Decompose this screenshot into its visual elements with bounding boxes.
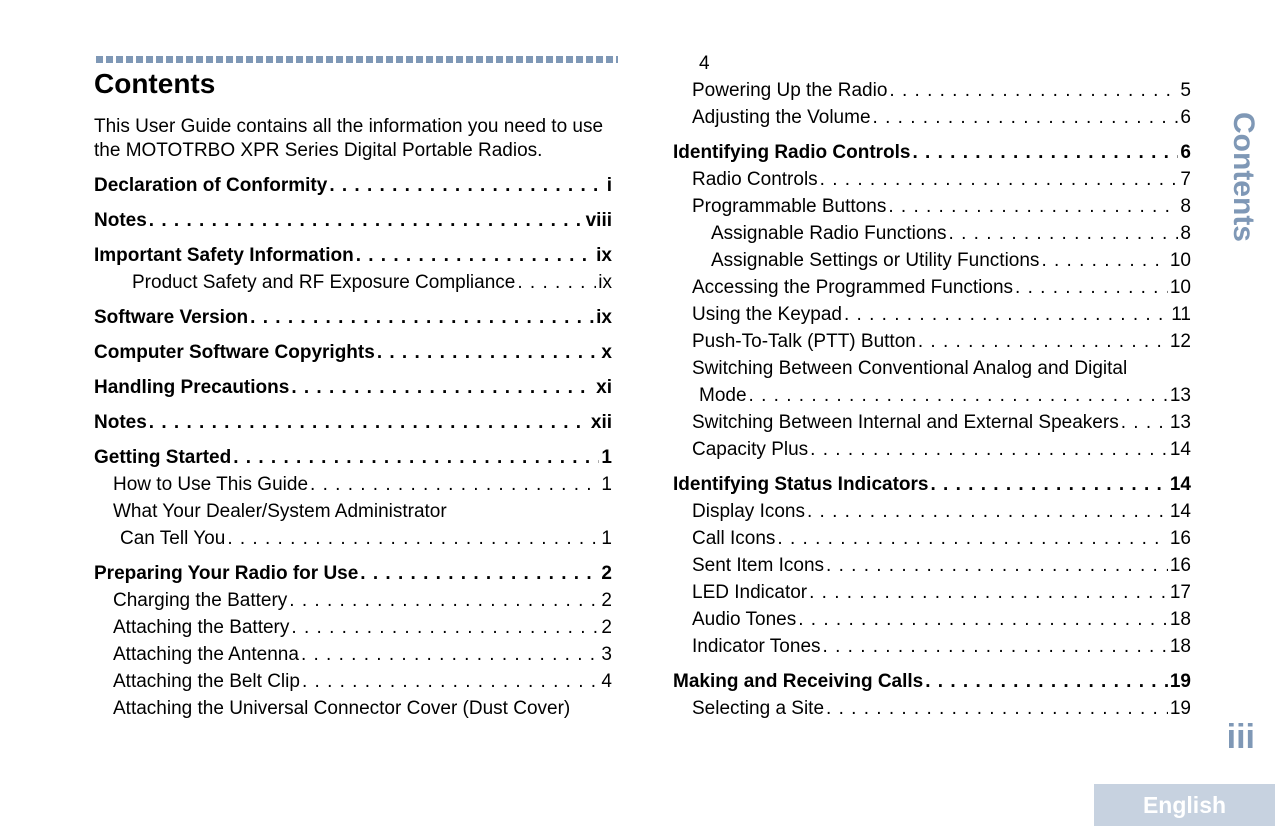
toc-left-column — [94, 172, 612, 722]
toc-entry-title: How to Use This Guide — [113, 474, 309, 495]
toc-page-number: x — [601, 342, 612, 363]
toc-entry[interactable] — [673, 579, 1191, 606]
toc-entry-title: Important Safety Information — [94, 245, 354, 266]
toc-entry-title: Making and Receiving Calls — [673, 671, 924, 692]
toc-entry[interactable] — [94, 172, 612, 199]
toc-entry[interactable] — [673, 247, 1191, 274]
toc-leader-dots — [149, 409, 589, 436]
toc-leader-dots — [291, 374, 594, 401]
toc-entry-title: Getting Started — [94, 447, 232, 468]
toc-page-number: 13 — [1169, 412, 1191, 433]
toc-entry[interactable] — [94, 695, 612, 722]
toc-page-number: xi — [596, 377, 612, 398]
toc-leader-dots — [291, 614, 599, 641]
toc-entry-title: Identifying Status Indicators — [673, 474, 929, 495]
toc-page-number: viii — [585, 210, 612, 231]
toc-leader-dots — [826, 695, 1168, 722]
toc-leader-dots — [844, 301, 1169, 328]
toc-leader-dots — [826, 552, 1168, 579]
toc-leader-dots — [888, 193, 1178, 220]
toc-page-number: 17 — [1169, 582, 1191, 603]
toc-leader-dots — [329, 172, 604, 199]
toc-leader-dots — [250, 304, 594, 331]
toc-page-number: ix — [598, 272, 612, 293]
toc-page-number: ix — [596, 307, 612, 328]
toc-leader-dots — [777, 525, 1167, 552]
toc-entry[interactable] — [673, 193, 1191, 220]
toc-page-number: 8 — [1180, 223, 1191, 244]
toc-entry-title: Computer Software Copyrights — [94, 342, 375, 363]
toc-entry[interactable] — [94, 444, 612, 471]
toc-entry-title: Push-To-Talk (PTT) Button — [692, 331, 916, 352]
toc-entry[interactable] — [673, 606, 1191, 633]
toc-entry-title: Product Safety and RF Exposure Compliance — [132, 272, 516, 293]
toc-leader-dots — [809, 579, 1168, 606]
toc-entry[interactable] — [673, 436, 1191, 463]
toc-entry-title: Capacity Plus — [692, 439, 809, 460]
toc-page-number: 8 — [1180, 196, 1191, 217]
toc-entry[interactable] — [673, 220, 1191, 247]
contents-side-tab: Contents — [1227, 112, 1260, 242]
toc-entry[interactable] — [673, 552, 1191, 579]
toc-entry[interactable] — [673, 382, 1191, 409]
toc-entry-title: Handling Precautions — [94, 377, 290, 398]
toc-entry[interactable] — [94, 668, 612, 695]
toc-leader-dots — [302, 668, 599, 695]
toc-entry-title: Programmable Buttons — [692, 196, 887, 217]
header-dash-rule — [96, 56, 618, 63]
toc-leader-dots — [913, 139, 1179, 166]
toc-leader-dots — [149, 207, 584, 234]
toc-leader-dots — [810, 436, 1168, 463]
toc-entry-title: Declaration of Conformity — [94, 175, 328, 196]
toc-page-number: xii — [590, 412, 612, 433]
toc-page-number: 16 — [1169, 555, 1191, 576]
toc-leader-dots — [301, 641, 599, 668]
toc-page-number: ix — [596, 245, 612, 266]
toc-entry[interactable] — [673, 274, 1191, 301]
toc-entry[interactable] — [94, 374, 612, 401]
language-tab: English — [1094, 784, 1275, 826]
page-number: iii — [1226, 718, 1255, 756]
toc-entry-title: Attaching the Universal Connector Cover (Dust Cover) — [113, 698, 571, 719]
toc-page-number: 6 — [1180, 142, 1191, 163]
toc-leader-dots — [1041, 247, 1167, 274]
toc-page-number: 19 — [1169, 671, 1191, 692]
toc-entry-title: Powering Up the Radio — [692, 80, 888, 101]
toc-leader-dots — [233, 444, 599, 471]
toc-leader-dots — [889, 77, 1178, 104]
toc-leader-dots — [930, 471, 1167, 498]
toc-entry-title: Sent Item Icons — [692, 555, 825, 576]
toc-entry[interactable] — [673, 668, 1191, 695]
toc-entry-title: Display Icons — [692, 501, 805, 522]
toc-entry-continuation: Can Tell You — [120, 528, 226, 549]
toc-entry[interactable] — [673, 695, 1191, 722]
toc-entry-title: Call Icons — [692, 528, 776, 549]
toc-entry[interactable] — [673, 633, 1191, 660]
toc-entry-title: Software Version — [94, 307, 249, 328]
toc-entry[interactable] — [94, 409, 612, 436]
toc-page-number: 1 — [601, 474, 612, 495]
toc-entry[interactable] — [94, 242, 612, 269]
toc-entry-title: Attaching the Antenna — [113, 644, 299, 665]
toc-page-number: 14 — [1169, 439, 1191, 460]
toc-page-number: 4 — [601, 671, 612, 692]
toc-right-column — [673, 50, 1191, 722]
toc-leader-dots — [360, 560, 599, 587]
toc-page-number: 19 — [1169, 698, 1191, 719]
toc-entry[interactable] — [673, 77, 1191, 104]
toc-page-number: 3 — [601, 644, 612, 665]
toc-leader-dots — [749, 382, 1168, 409]
toc-leader-dots — [1015, 274, 1168, 301]
toc-entry-title: Using the Keypad — [692, 304, 842, 325]
toc-entry[interactable] — [94, 269, 612, 296]
toc-page-number: 1 — [601, 528, 612, 549]
toc-carry-page-number: 4 — [699, 53, 710, 74]
toc-page-number: 18 — [1169, 609, 1191, 630]
toc-entry-continuation: Mode — [699, 385, 747, 406]
toc-page-number: 14 — [1169, 474, 1191, 495]
toc-entry[interactable] — [94, 560, 612, 587]
toc-entry-title: Assignable Settings or Utility Functions — [711, 250, 1040, 271]
toc-entry[interactable] — [94, 304, 612, 331]
toc-page-number: 7 — [1180, 169, 1191, 190]
toc-leader-dots — [356, 242, 594, 269]
toc-entry[interactable] — [673, 104, 1191, 131]
toc-entry-title: Indicator Tones — [692, 636, 821, 657]
toc-leader-dots — [517, 269, 596, 296]
toc-page-number: 12 — [1169, 331, 1191, 352]
toc-entry-title: Identifying Radio Controls — [673, 142, 911, 163]
toc-page-number: 16 — [1169, 528, 1191, 549]
toc-page-number: 5 — [1180, 80, 1191, 101]
toc-page-number: 10 — [1169, 250, 1191, 271]
toc-page-number: 11 — [1171, 304, 1191, 325]
toc-entry-title: Attaching the Battery — [113, 617, 290, 638]
toc-page-number: 10 — [1169, 277, 1191, 298]
toc-page-number: i — [606, 175, 612, 196]
toc-entry-title: Selecting a Site — [692, 698, 825, 719]
toc-entry-title: Accessing the Programmed Functions — [692, 277, 1014, 298]
toc-leader-dots — [807, 498, 1168, 525]
toc-page-number: 2 — [601, 563, 612, 584]
toc-entry-title: Switching Between Conventional Analog and Digital — [692, 358, 1128, 379]
toc-page-number: 1 — [601, 447, 612, 468]
toc-entry-title: Adjusting the Volume — [692, 107, 871, 128]
toc-entry[interactable] — [94, 339, 612, 366]
toc-leader-dots — [377, 339, 600, 366]
toc-entry-title: Switching Between Internal and External Speakers — [692, 412, 1119, 433]
toc-leader-dots — [1121, 409, 1168, 436]
toc-page-number: 18 — [1169, 636, 1191, 657]
toc-entry-title: What Your Dealer/System Administrator — [113, 501, 447, 522]
toc-entry-title: LED Indicator — [692, 582, 808, 603]
toc-page-number: 2 — [601, 617, 612, 638]
toc-page-number: 2 — [601, 590, 612, 611]
toc-entry[interactable] — [673, 301, 1191, 328]
toc-entry[interactable] — [673, 471, 1191, 498]
toc-entry[interactable] — [673, 139, 1191, 166]
toc-entry-title: Assignable Radio Functions — [711, 223, 947, 244]
toc-leader-dots — [289, 587, 599, 614]
toc-entry-title: Notes — [94, 412, 147, 433]
toc-page-number: 14 — [1169, 501, 1191, 522]
toc-entry[interactable] — [94, 641, 612, 668]
toc-entry[interactable] — [673, 166, 1191, 193]
toc-entry[interactable] — [94, 207, 612, 234]
page-title: Contents — [94, 68, 216, 99]
toc-page-number: 13 — [1169, 385, 1191, 406]
toc-leader-dots — [873, 104, 1179, 131]
toc-entry[interactable] — [94, 614, 612, 641]
toc-entry[interactable] — [673, 525, 1191, 552]
intro-text: This User Guide contains all the information you need to use the MOTOTRBO XPR Series Digital Portable Radios. — [94, 116, 604, 161]
toc-entry-title: Charging the Battery — [113, 590, 288, 611]
toc-entry-title: Radio Controls — [692, 169, 818, 190]
toc-leader-dots — [798, 606, 1168, 633]
toc-leader-dots — [925, 668, 1168, 695]
toc-entry[interactable] — [94, 525, 612, 552]
toc-entry[interactable] — [673, 409, 1191, 436]
toc-entry-title: Attaching the Belt Clip — [113, 671, 300, 692]
toc-leader-dots — [820, 166, 1179, 193]
toc-entry[interactable] — [94, 587, 612, 614]
toc-entry-title: Audio Tones — [692, 609, 797, 630]
toc-entry[interactable] — [94, 471, 612, 498]
toc-entry[interactable] — [673, 328, 1191, 355]
toc-leader-dots — [823, 633, 1168, 660]
toc-leader-dots — [227, 525, 599, 552]
toc-page-number: 6 — [1180, 107, 1191, 128]
toc-entry[interactable] — [673, 498, 1191, 525]
toc-leader-dots — [949, 220, 1179, 247]
toc-leader-dots — [310, 471, 599, 498]
toc-entry-title: Preparing Your Radio for Use — [94, 563, 359, 584]
toc-entry-title: Notes — [94, 210, 147, 231]
toc-leader-dots — [918, 328, 1168, 355]
